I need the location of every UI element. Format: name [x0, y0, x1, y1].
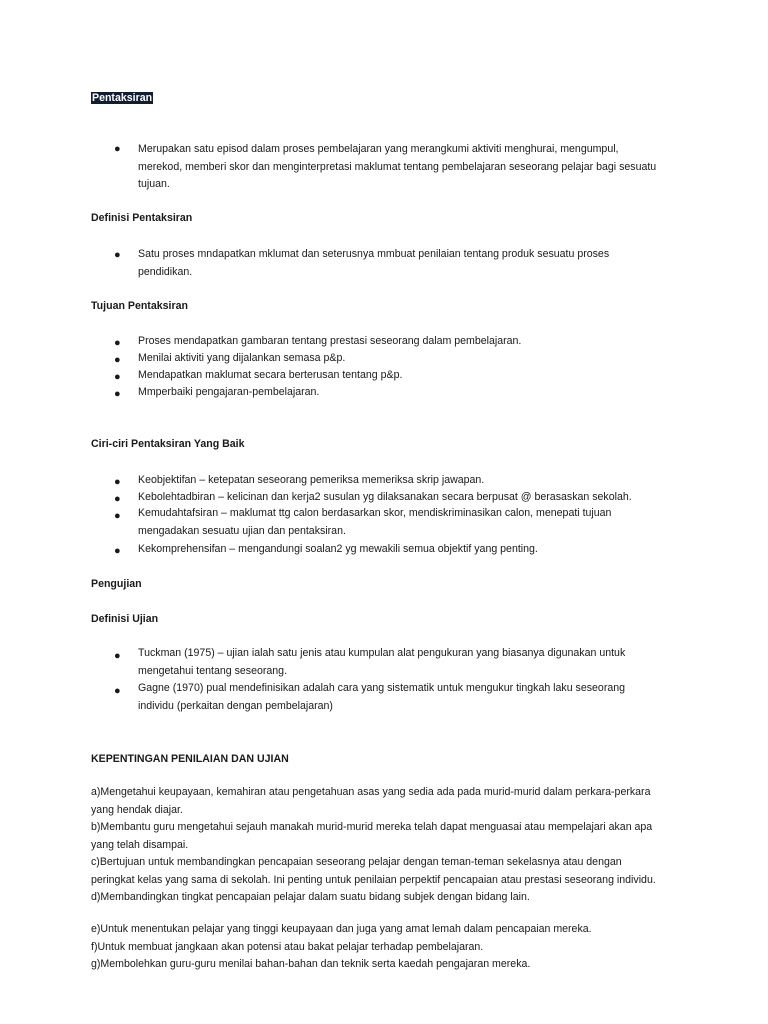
heading-definisi-pentaksiran: Definisi Pentaksiran — [91, 212, 193, 224]
ciri-bullet — [138, 505, 611, 540]
ujian-bullet — [138, 680, 625, 715]
bullet-line: Merupakan satu episod dalam proses pembelajaran yang merangkumi aktiviti menghurai, mengumpul, — [138, 143, 619, 155]
bullet-icon: ● — [114, 354, 121, 366]
paragraph-line: a)Mengetahui keupayaan, kemahiran atau pengetahuan asas yang sedia ada pada murid-murid dalam perkara-perkara — [91, 786, 651, 798]
ciri-bullet: Kekomprehensifan – mengandungi soalan2 yg mewakili semua objektif yang penting. — [138, 543, 538, 555]
heading-pengujian: Pengujian — [91, 578, 142, 590]
heading-kepentingan: KEPENTINGAN PENILAIAN DAN UJIAN — [91, 753, 289, 765]
tujuan-bullet: Proses mendapatkan gambaran tentang prestasi seseorang dalam pembelajaran. — [138, 335, 522, 347]
bullet-icon: ● — [114, 476, 121, 488]
definisi-bullet — [138, 246, 609, 281]
bullet-icon: ● — [114, 545, 121, 557]
bullet-line: Satu proses mndapatkan mklumat dan seterusnya mmbuat penilaian tentang produk sesuatu proses — [138, 248, 610, 260]
bullet-line: Gagne (1970) pual mendefinisikan adalah cara yang sistematik untuk mengukur tingkah laku seseorang — [138, 682, 626, 694]
paragraph-line: yang telah disampai. — [91, 838, 189, 851]
heading-ciri-ciri: Ciri-ciri Pentaksiran Yang Baik — [91, 438, 245, 450]
bullet-icon: ● — [114, 388, 121, 400]
bullet-icon: ● — [114, 143, 121, 155]
paragraph-line: c)Bertujuan untuk membandingkan pencapaian seseorang pelajar dengan teman-teman sekelasnya atau dengan — [91, 856, 622, 868]
ujian-bullet — [138, 645, 625, 680]
title-highlight: Pentaksiran — [92, 92, 153, 104]
bullet-icon: ● — [114, 685, 121, 697]
paragraph-line: f)Untuk membuat jangkaan akan potensi atau bakat pelajar terhadap pembelajaran. — [91, 940, 484, 953]
paragraph-line: peringkat kelas yang sama di sekolah. Ini penting untuk penilaian perpektif pencapaian atau prestasi seseorang individu. — [91, 873, 656, 886]
ciri-bullet: Keobjektifan – ketepatan seseorang pemeriksa memeriksa skrip jawapan. — [138, 474, 485, 486]
paragraph-line: b)Membantu guru mengetahui sejauh manakah murid-murid mereka telah dapat menguasai atau mempelajari akan apa — [91, 821, 653, 833]
tujuan-bullet: Menilai aktiviti yang dijalankan semasa p&p. — [138, 352, 346, 364]
bullet-line: pendidikan. — [138, 265, 193, 278]
tujuan-bullet: Mmperbaiki pengajaran-pembelajaran. — [138, 386, 320, 398]
bullet-line: mengetahui tentang seseorang. — [138, 664, 288, 677]
heading-tujuan-pentaksiran: Tujuan Pentaksiran — [91, 300, 188, 312]
paragraph-line: d)Membandingkan tingkat pencapaian pelajar dalam suatu bidang subjek dengan bidang lain. — [91, 891, 530, 903]
bullet-line: Kemudahtafsiran – maklumat ttg calon berdasarkan skor, mendiskriminasikan calon, menepati tujuan — [138, 507, 612, 519]
bullet-line: Tuckman (1975) – ujian ialah satu jenis atau kumpulan alat pengukuran yang biasanya digunakan untuk — [138, 647, 626, 659]
intro-bullet — [138, 141, 656, 194]
bullet-line: mengadakan sesuatu ujian dan pentaksiran. — [138, 524, 346, 537]
bullet-line: tujuan. — [138, 178, 170, 190]
bullet-icon: ● — [114, 249, 121, 261]
bullet-icon: ● — [114, 493, 121, 505]
heading-definisi-ujian: Definisi Ujian — [91, 613, 159, 625]
section-title-pentaksiran — [91, 92, 153, 104]
kepentingan-block-2 — [91, 921, 592, 974]
bullet-line: merekod, memberi skor dan menginterpretasi maklumat tentang pembelajaran seseorang pelajar bagi sesuatu — [138, 160, 657, 173]
tujuan-bullet: Mendapatkan maklumat secara berterusan tentang p&p. — [138, 369, 403, 381]
bullet-icon: ● — [114, 371, 121, 383]
bullet-icon: ● — [114, 650, 121, 662]
bullet-line: individu (perkaitan dengan pembelajaran) — [138, 699, 333, 712]
bullet-icon: ● — [114, 337, 121, 349]
kepentingan-block-1 — [91, 784, 656, 907]
paragraph-line: e)Untuk menentukan pelajar yang tinggi keupayaan dan juga yang amat lemah dalam pencapaian mereka. — [91, 923, 592, 935]
paragraph-line: g)Membolehkan guru-guru menilai bahan-bahan dan teknik serta kaedah pengajaran mereka. — [91, 958, 531, 970]
ciri-bullet: Kebolehtadbiran – kelicinan dan kerja2 susulan yg dilaksanakan secara berpusat @ berasaskan sekolah. — [138, 491, 632, 503]
bullet-icon: ● — [114, 510, 121, 522]
paragraph-line: yang hendak diajar. — [91, 803, 183, 816]
